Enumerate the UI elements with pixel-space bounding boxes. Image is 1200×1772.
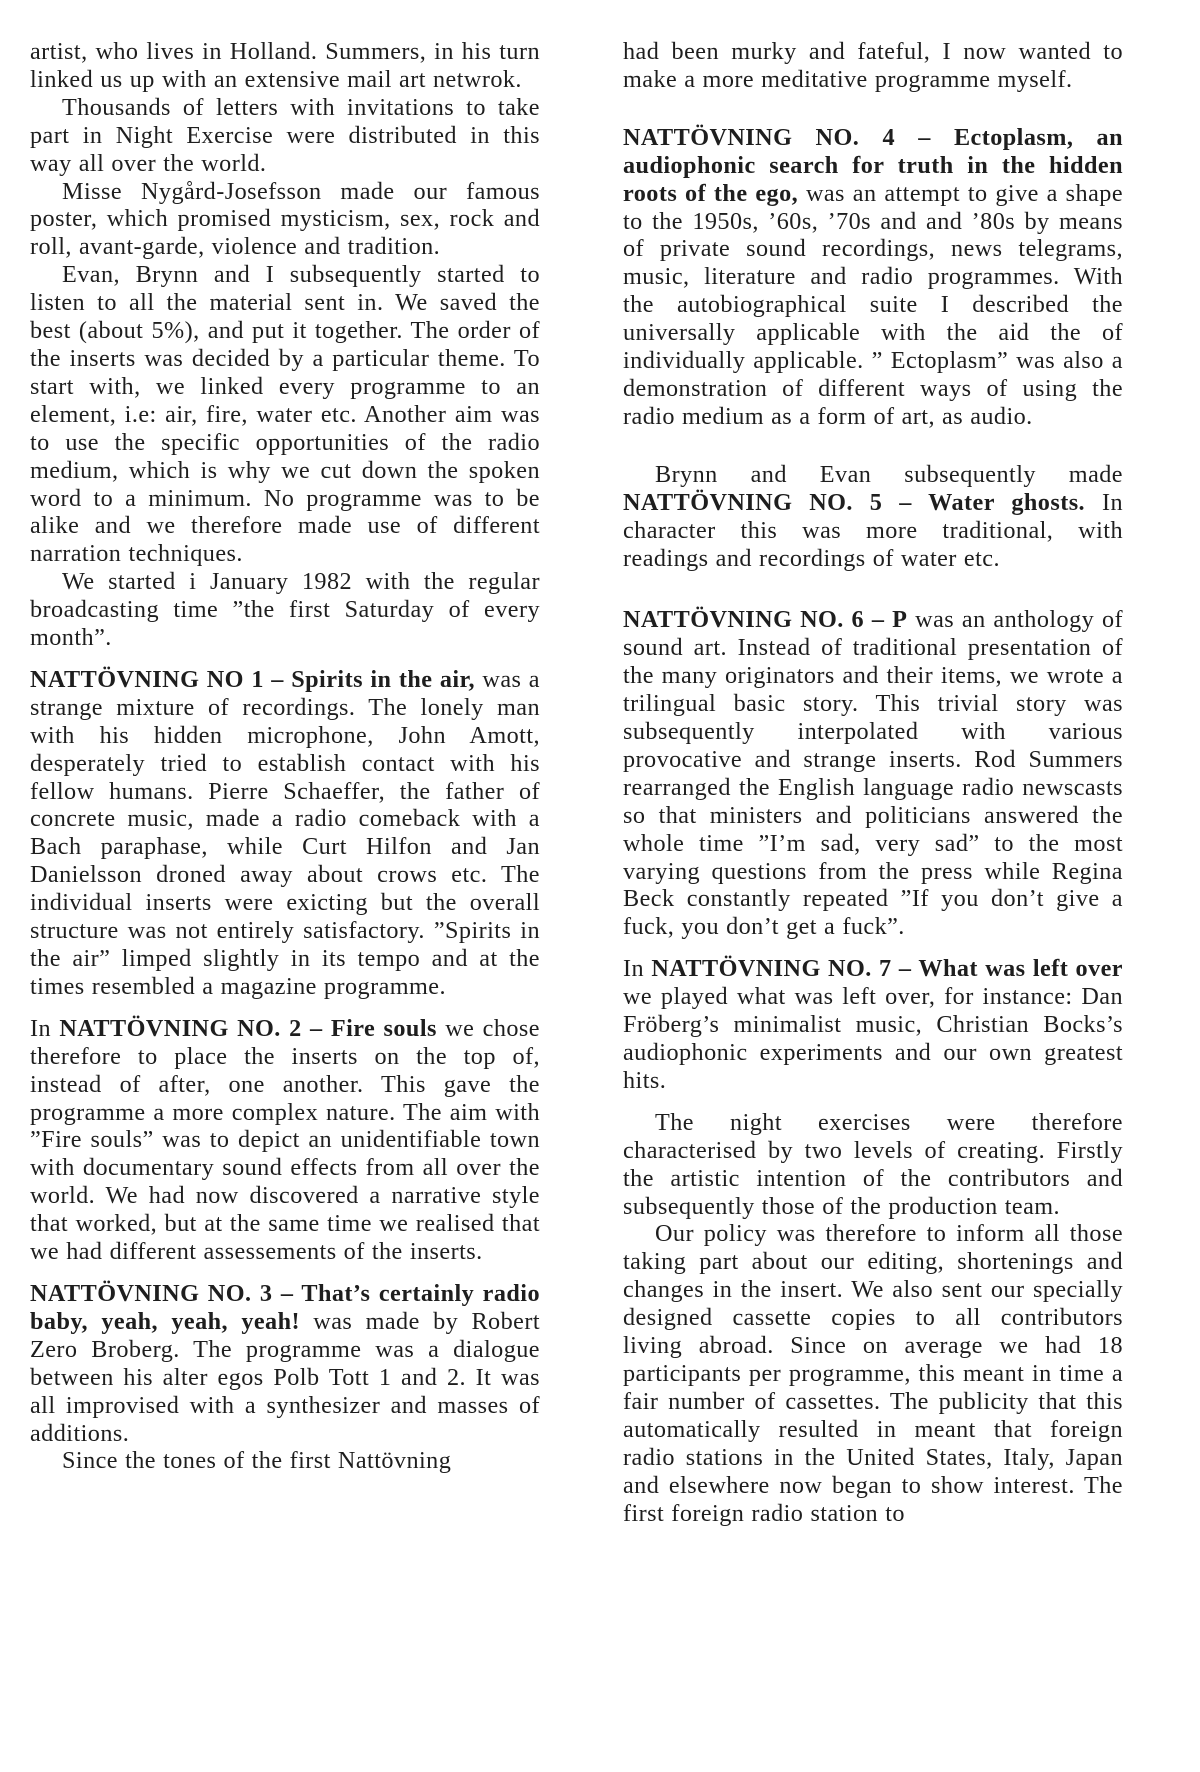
body-text: was an attempt to give a shape to the 1950s, ’60s, ’70s and and ’80s by means of private sound recordings, news telegrams, music, literature and radio programmes. With the autobiographical suite I described the universally applicable with the aid the of individually applicable. ” Ectoplasm” was also a demonstration of different ways of using the radio medium as a form of art, as audio. <box>623 179 1124 430</box>
body-text: was an anthology of sound art. Instead of traditional presentation of the many originators and their items, we wrote a trilingual basic story. This trivial story was subsequently interpolated with various provocative and strange inserts. Rod Summers rearranged the English language radio newscasts so that ministers and politicians answered the whole time ”I’m sad, very sad” to the most varying questions from the press while Regina Beck constantly repeated ”If you don’t give a fuck, you don’t get a fuck”. <box>623 606 1123 941</box>
programme-title: NATTÖVNING NO. 6 – P <box>623 606 908 634</box>
body-text: was made by Robert Zero Broberg. The programme was a dialogue between his alter egos Polb Tott 1 and 2. It was all improvised with a synthesizer and masses of additions. <box>30 1307 540 1447</box>
body-text: we chose therefore to place the inserts on the top of, instead of after, one another. This gave the programme a more complex nature. The aim with ”Fire souls” was to depict an unidentifiable town with documentary sound effects from all over the world. We had now discovered a narrative style that worked, but at the same time we realised that we had different assessements of the inserts. <box>30 1014 540 1266</box>
lead-text: In <box>30 1014 60 1042</box>
programme-title: NATTÖVNING NO. 5 – Water ghosts. <box>623 488 1086 516</box>
body-text: was a strange mixture of recordings. The lonely man with his hidden microphone, John Amott, desperately tried to establish contact with his fellow humans. Pierre Schaeffer, the father of concrete music, made a radio comeback with a Bach paraphase, while Curt Hilfon and Jan Danielsson droned away about crows etc. The individual inserts were exicting but the overall structure was not entirely satisfactory. ”Spirits in the air” limped slightly in its tempo and at the times resembled a magazine programme. <box>30 665 540 1000</box>
paragraph: The night exercises were therefore characterised by two levels of creating. Firstly the artistic intention of the contributors and subsequently those of the production team. <box>623 1108 1123 1220</box>
body-text: In character this was more traditional, with readings and recordings of water etc. <box>623 488 1123 572</box>
paragraph-nattovning-2 <box>30 1015 540 1266</box>
lead-text: In <box>623 955 652 983</box>
paragraph: Evan, Brynn and I subsequently started to listen to all the material sent in. We saved the best (about 5%), and put it together. The order of the inserts was decided by a particular theme. To start with, we linked every programme to an element, i.e: air, fire, water etc. Another aim was to use the specific opportunities of the radio medium, which is why we cut down the spoken word to a minimum. No programme was to be alike and we therefore made use of different narration techniques. <box>30 261 540 568</box>
programme-title: NATTÖVNING NO 1 – Spirits in the air, <box>30 665 476 693</box>
paragraph: artist, who lives in Holland. Summers, in his turn linked us up with an extensive mail art netwrok. <box>30 38 540 93</box>
paragraph-nattovning-5 <box>623 461 1123 573</box>
programme-title: NATTÖVNING NO. 4 – Ectoplasm, an audiophonic search for truth in the hidden roots of the ego, <box>623 123 1123 207</box>
paragraph: Since the tones of the first Nattövning <box>62 1447 452 1475</box>
body-text: we played what was left over, for instance: Dan Fröberg’s minimalist music, Christian Bocks’s audiophonic experiments and our own greatest hits. <box>623 983 1123 1094</box>
programme-title: NATTÖVNING NO. 3 – That’s certainly radio baby, yeah, yeah, yeah! <box>30 1279 540 1335</box>
right-column <box>623 38 1123 1527</box>
programme-title: NATTÖVNING NO. 2 – Fire souls <box>59 1014 437 1042</box>
left-column <box>30 38 540 1475</box>
paragraph: Our policy was therefore to inform all those taking part about our editing, shortenings and changes in the insert. We also sent our specially designed cassette copies to all contributors living abroad. Since on average we had 18 participants per programme, this meant in time a fair number of cassettes. The publicity that this automatically resulted in meant that foreign radio stations in the United States, Italy, Japan and elsewhere now began to show interest. The first foreign radio station to <box>623 1220 1123 1527</box>
paragraph: We started i January 1982 with the regular broadcasting time ”the first Saturday of every month”. <box>30 568 540 652</box>
paragraph-nattovning-4 <box>623 124 1123 431</box>
paragraph-nattovning-1 <box>30 666 540 1001</box>
paragraph: Thousands of letters with invitations to take part in Night Exercise were distributed in this way all over the world. <box>30 93 540 177</box>
lead-text: Brynn and Evan subsequently made <box>655 460 1123 488</box>
paragraph-nattovning-3 <box>30 1280 540 1447</box>
paragraph-nattovning-6 <box>623 606 1123 941</box>
programme-title: NATTÖVNING NO. 7 – What was left over <box>651 955 1123 983</box>
paragraph: had been murky and fateful, I now wanted to make a more meditative programme myself. <box>623 38 1123 93</box>
paragraph: Misse Nygård-Josefsson made our famous poster, which promised mysticism, sex, rock and roll, avant-garde, violence and tradition. <box>30 177 540 261</box>
paragraph-nattovning-7 <box>623 955 1123 1095</box>
